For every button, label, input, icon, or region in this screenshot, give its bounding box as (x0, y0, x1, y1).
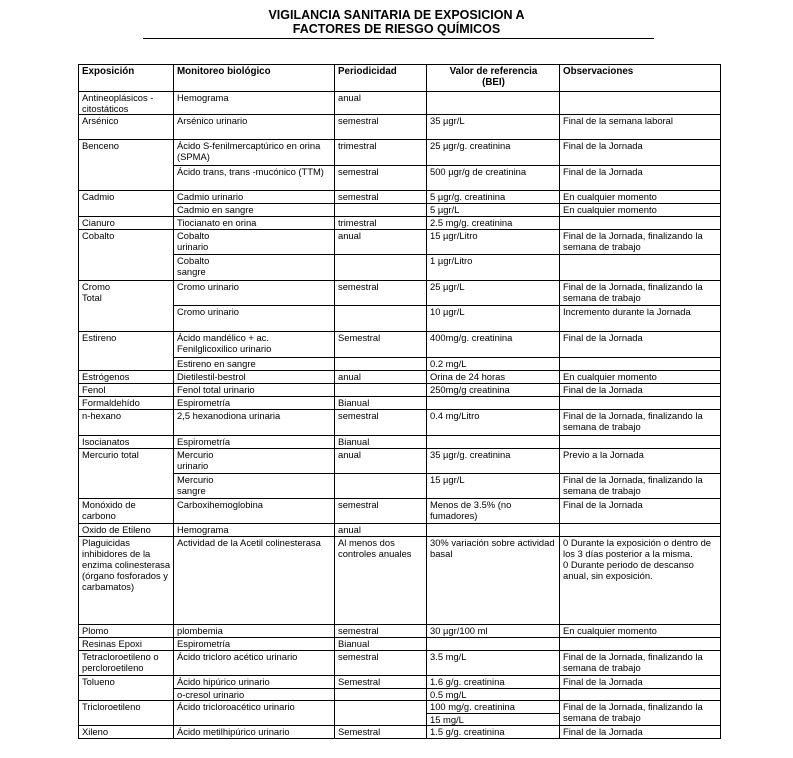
cell-monitoreo: Ácido S-fenilmercaptúrico en orina (SPMA) (174, 140, 335, 166)
header-monitoreo: Monitoreo biológico (174, 65, 335, 92)
table-row (79, 524, 721, 537)
cell-observaciones: Incremento durante la Jornada (560, 306, 721, 332)
header-observaciones: Observaciones (560, 65, 721, 92)
cell-valor: 1.5 g/g. creatinina (427, 726, 560, 739)
cell-monitoreo: Espirometría (174, 638, 335, 651)
table-row (79, 306, 721, 332)
cell-exposicion: Monóxido de carbono (79, 499, 174, 524)
cell-monitoreo: Fenol total urinario (174, 384, 335, 397)
cell-observaciones (560, 358, 721, 371)
cell-exposicion: Tolueno (79, 676, 174, 701)
cell-valor (427, 524, 560, 537)
cell-valor: 15 mg/L (427, 714, 560, 726)
cell-observaciones: Final de la Jornada, finalizando la semana de trabajo (560, 474, 721, 499)
table-row (79, 676, 721, 689)
cell-exposicion: Formaldehído (79, 397, 174, 410)
cell-periodicidad: Semestral (335, 726, 427, 739)
table-row (79, 371, 721, 384)
cell-monitoreo: Carboxihemoglobina (174, 499, 335, 524)
cell-periodicidad: anual (335, 449, 427, 474)
cell-observaciones: Final de la Jornada, finalizando la semana de trabajo (560, 410, 721, 436)
header-row (79, 65, 721, 92)
cell-exposicion: Cadmio (79, 191, 174, 217)
cell-exposicion: Isocianatos (79, 436, 174, 449)
cell-monitoreo: Ácido mandélico + ac. Fenilglicoxilico urinario (174, 332, 335, 358)
table-row (79, 701, 721, 714)
cell-monitoreo: Tiocianato en orina (174, 217, 335, 230)
cell-monitoreo: Hemograma (174, 92, 335, 115)
cell-valor: 500 µgr/g de creatinina (427, 166, 560, 191)
cell-exposicion: Oxido de Etileno (79, 524, 174, 537)
table-row (79, 436, 721, 449)
cell-valor: 35 µgr/L (427, 115, 560, 140)
table-row (79, 115, 721, 140)
cell-periodicidad: semestral (335, 651, 427, 676)
header-periodicidad: Periodicidad (335, 65, 427, 92)
table-row (79, 358, 721, 371)
table-row (79, 625, 721, 638)
cell-monitoreo: Cadmio urinario (174, 191, 335, 204)
cell-monitoreo: Dietilestil-bestrol (174, 371, 335, 384)
cell-monitoreo: Actividad de la Acetil colinesterasa (174, 537, 335, 625)
cell-periodicidad (335, 255, 427, 281)
table-row (79, 204, 721, 217)
cell-periodicidad: Semestral (335, 332, 427, 358)
cell-exposicion: Plaguicidas inhibidores de la enzima colinesterasa (órgano fosforados y carbamatos) (79, 537, 174, 625)
table-row (79, 217, 721, 230)
cell-exposicion: Estrógenos (79, 371, 174, 384)
cell-periodicidad: Al menos dos controles anuales (335, 537, 427, 625)
cell-valor: 5 µgr/L (427, 204, 560, 217)
cell-observaciones: Final de la Jornada (560, 166, 721, 191)
cell-monitoreo: Ácido tricloro acético urinario (174, 651, 335, 676)
cell-monitoreo: Hemograma (174, 524, 335, 537)
cell-valor (427, 436, 560, 449)
cell-valor: 25 µgr/L (427, 281, 560, 306)
cell-observaciones: Final de la Jornada, finalizando la semana de trabajo (560, 230, 721, 255)
cell-exposicion: Resinas Epoxi (79, 638, 174, 651)
cell-valor: 3.5 mg/L (427, 651, 560, 676)
cell-exposicion: Tricloroetileno (79, 701, 174, 726)
cell-valor: 1.6 g/g. creatinina (427, 676, 560, 689)
cell-valor: 0.2 mg/L (427, 358, 560, 371)
cell-periodicidad: semestral (335, 499, 427, 524)
cell-observaciones (560, 217, 721, 230)
cell-monitoreo: Cadmio en sangre (174, 204, 335, 217)
cell-monitoreo: plombemia (174, 625, 335, 638)
cell-exposicion: Mercurio total (79, 449, 174, 499)
cell-periodicidad (335, 474, 427, 499)
table-row (79, 230, 721, 255)
cell-valor: 30 µgr/100 ml (427, 625, 560, 638)
cell-monitoreo: Ácido tricloroacético urinario (174, 701, 335, 726)
cell-periodicidad: Semestral (335, 676, 427, 689)
cell-observaciones: 0 Durante la exposición o dentro de los 3 días posterior a la misma. 0 Durante periodo de descanso anual, sin exposición. (560, 537, 721, 625)
table-row (79, 166, 721, 191)
cell-monitoreo: Cobalto urinario (174, 230, 335, 255)
table-row (79, 474, 721, 499)
cell-monitoreo: Arsénico urinario (174, 115, 335, 140)
table-row (79, 537, 721, 625)
table-row (79, 191, 721, 204)
cell-monitoreo: Ácido trans, trans -mucónico (TTM) (174, 166, 335, 191)
table-row (79, 397, 721, 410)
cell-periodicidad (335, 701, 427, 726)
cell-monitoreo: Ácido hipúrico urinario (174, 676, 335, 689)
cell-valor: Menos de 3.5% (no fumadores) (427, 499, 560, 524)
cell-observaciones: Final de la Jornada (560, 676, 721, 689)
cell-monitoreo: Espirometría (174, 397, 335, 410)
cell-observaciones: En cualquier momento (560, 625, 721, 638)
cell-observaciones (560, 638, 721, 651)
cell-exposicion: Antineoplásicos - citostáticos (79, 92, 174, 115)
cell-observaciones: Final de la Jornada (560, 726, 721, 739)
cell-valor: 400mg/g. creatinina (427, 332, 560, 358)
table-row (79, 410, 721, 436)
cell-valor (427, 397, 560, 410)
cell-periodicidad: trimestral (335, 140, 427, 166)
cell-valor: 30% variación sobre actividad basal (427, 537, 560, 625)
cell-monitoreo: Cromo urinario (174, 281, 335, 306)
table-row (79, 281, 721, 306)
cell-exposicion: Tetracloroetileno o percloroetileno (79, 651, 174, 676)
cell-observaciones: Final de la Jornada (560, 140, 721, 166)
cell-exposicion: Fenol (79, 384, 174, 397)
header-valor-referencia: Valor de referencia (BEI) (427, 65, 560, 92)
cell-periodicidad: Bianual (335, 638, 427, 651)
cell-valor: 1 µgr/Litro (427, 255, 560, 281)
cell-monitoreo: Espirometría (174, 436, 335, 449)
cell-periodicidad (335, 204, 427, 217)
table-row (79, 384, 721, 397)
cell-observaciones (560, 524, 721, 537)
cell-periodicidad: anual (335, 524, 427, 537)
cell-monitoreo: Estireno en sangre (174, 358, 335, 371)
cell-periodicidad: semestral (335, 166, 427, 191)
cell-exposicion: Estireno (79, 332, 174, 371)
cell-periodicidad: semestral (335, 281, 427, 306)
cell-monitoreo: Mercurio sangre (174, 474, 335, 499)
cell-exposicion: Xileno (79, 726, 174, 739)
table-row (79, 255, 721, 281)
cell-valor: 0.4 mg/Litro (427, 410, 560, 436)
table-row (79, 689, 721, 701)
cell-observaciones: Final de la Jornada, finalizando la semana de trabajo (560, 701, 721, 726)
document-title (0, 8, 793, 36)
cell-valor: 5 µgr/g. creatinina (427, 191, 560, 204)
cell-observaciones: Previo a la Jornada (560, 449, 721, 474)
header-exposicion: Exposición (79, 65, 174, 92)
cell-periodicidad (335, 689, 427, 701)
cell-observaciones: En cualquier momento (560, 371, 721, 384)
cell-valor: 2.5 mg/g. creatinina (427, 217, 560, 230)
cell-periodicidad: semestral (335, 410, 427, 436)
cell-valor (427, 92, 560, 115)
cell-observaciones (560, 255, 721, 281)
cell-valor: 10 µgr/L (427, 306, 560, 332)
cell-valor: 100 mg/g. creatinina (427, 701, 560, 714)
cell-valor: 15 µgr/L (427, 474, 560, 499)
cell-valor (427, 638, 560, 651)
cell-observaciones (560, 397, 721, 410)
cell-periodicidad (335, 358, 427, 371)
cell-monitoreo: Mercurio urinario (174, 449, 335, 474)
title-line-2: FACTORES DE RIESGO QUÍMICOS (292, 22, 501, 36)
cell-observaciones: En cualquier momento (560, 191, 721, 204)
table-row (79, 651, 721, 676)
cell-periodicidad: semestral (335, 115, 427, 140)
cell-observaciones: Final de la Jornada (560, 384, 721, 397)
cell-observaciones (560, 92, 721, 115)
table-row (79, 499, 721, 524)
cell-valor: 25 µgr/g. creatinina (427, 140, 560, 166)
cell-valor: Orina de 24 horas (427, 371, 560, 384)
cell-exposicion: Cobalto (79, 230, 174, 281)
cell-exposicion: Cianuro (79, 217, 174, 230)
cell-observaciones: Final de la Jornada, finalizando la semana de trabajo (560, 281, 721, 306)
cell-exposicion: Cromo Total (79, 281, 174, 332)
title-underline (143, 38, 654, 39)
cell-observaciones: En cualquier momento (560, 204, 721, 217)
cell-observaciones: Final de la Jornada (560, 499, 721, 524)
cell-valor: 15 µgr/Litro (427, 230, 560, 255)
cell-exposicion: Arsénico (79, 115, 174, 140)
table-row (79, 638, 721, 651)
cell-periodicidad: Bianual (335, 397, 427, 410)
cell-observaciones: Final de la semana laboral (560, 115, 721, 140)
cell-periodicidad (335, 384, 427, 397)
cell-observaciones (560, 436, 721, 449)
cell-periodicidad (335, 306, 427, 332)
cell-exposicion: n-hexano (79, 410, 174, 436)
table-row (79, 332, 721, 358)
cell-exposicion: Benceno (79, 140, 174, 191)
table-row (79, 726, 721, 739)
cell-exposicion: Plomo (79, 625, 174, 638)
exposure-table (78, 64, 721, 739)
cell-monitoreo: 2,5 hexanodiona urinaria (174, 410, 335, 436)
cell-valor: 35 µgr/g. creatinina (427, 449, 560, 474)
cell-valor: 0.5 mg/L (427, 689, 560, 701)
cell-observaciones: Final de la Jornada, finalizando la semana de trabajo (560, 651, 721, 676)
title-line-1: VIGILANCIA SANITARIA DE EXPOSICION A (268, 8, 525, 22)
cell-monitoreo: Cromo urinario (174, 306, 335, 332)
cell-periodicidad: semestral (335, 191, 427, 204)
table-row (79, 140, 721, 166)
cell-periodicidad: semestral (335, 625, 427, 638)
cell-valor: 250mg/g creatinina (427, 384, 560, 397)
cell-periodicidad: Bianual (335, 436, 427, 449)
cell-monitoreo: Cobalto sangre (174, 255, 335, 281)
cell-monitoreo: o-cresol urinario (174, 689, 335, 701)
cell-periodicidad: anual (335, 230, 427, 255)
cell-observaciones (560, 689, 721, 701)
cell-periodicidad: anual (335, 92, 427, 115)
cell-periodicidad: anual (335, 371, 427, 384)
cell-periodicidad: trimestral (335, 217, 427, 230)
cell-monitoreo: Ácido metilhipúrico urinario (174, 726, 335, 739)
cell-observaciones: Final de la Jornada (560, 332, 721, 358)
table-row (79, 449, 721, 474)
table-row (79, 92, 721, 115)
